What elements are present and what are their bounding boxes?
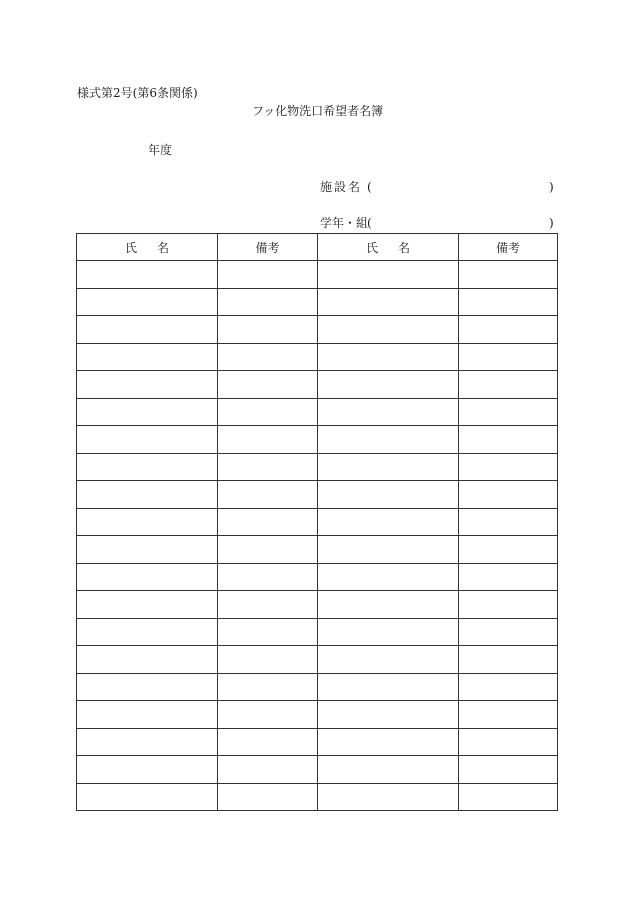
table-header-row xyxy=(77,234,558,261)
name-cell-left[interactable] xyxy=(77,618,218,646)
remarks-cell-right[interactable] xyxy=(459,756,558,784)
remarks-cell-right[interactable] xyxy=(459,618,558,646)
name-cell-right[interactable] xyxy=(318,701,459,729)
fiscal-year-label: 年度 xyxy=(148,143,173,157)
remarks-cell-right[interactable] xyxy=(459,453,558,481)
table-row xyxy=(77,398,558,426)
remarks-cell-left[interactable] xyxy=(218,756,318,784)
remarks-cell-right[interactable] xyxy=(459,728,558,756)
remarks-cell-right[interactable] xyxy=(459,426,558,454)
name-cell-left[interactable] xyxy=(77,508,218,536)
name-cell-right[interactable] xyxy=(318,508,459,536)
remarks-cell-right[interactable] xyxy=(459,563,558,591)
name-cell-right[interactable] xyxy=(318,728,459,756)
table-row xyxy=(77,646,558,674)
table-row xyxy=(77,261,558,289)
remarks-cell-left[interactable] xyxy=(218,371,318,399)
remarks-cell-left[interactable] xyxy=(218,343,318,371)
table-row xyxy=(77,673,558,701)
table-row xyxy=(77,481,558,509)
table-row xyxy=(77,536,558,564)
table-row xyxy=(77,728,558,756)
name-cell-right[interactable] xyxy=(318,453,459,481)
name-cell-right[interactable] xyxy=(318,426,459,454)
remarks-cell-left[interactable] xyxy=(218,481,318,509)
column-header-remarks-left: 備考 xyxy=(218,234,318,261)
table-row xyxy=(77,508,558,536)
name-cell-right[interactable] xyxy=(318,481,459,509)
table-row xyxy=(77,618,558,646)
remarks-cell-left[interactable] xyxy=(218,701,318,729)
remarks-cell-right[interactable] xyxy=(459,591,558,619)
name-cell-right[interactable] xyxy=(318,371,459,399)
table-row xyxy=(77,563,558,591)
name-cell-right[interactable] xyxy=(318,646,459,674)
name-cell-right[interactable] xyxy=(318,783,459,811)
remarks-cell-right[interactable] xyxy=(459,536,558,564)
remarks-cell-left[interactable] xyxy=(218,261,318,289)
remarks-cell-right[interactable] xyxy=(459,316,558,344)
remarks-cell-left[interactable] xyxy=(218,563,318,591)
roster-table xyxy=(76,233,558,811)
name-cell-left[interactable] xyxy=(77,756,218,784)
remarks-cell-left[interactable] xyxy=(218,508,318,536)
remarks-cell-left[interactable] xyxy=(218,728,318,756)
name-cell-left[interactable] xyxy=(77,288,218,316)
name-cell-left[interactable] xyxy=(77,646,218,674)
name-cell-left[interactable] xyxy=(77,453,218,481)
name-cell-left[interactable] xyxy=(77,481,218,509)
form-number: 様式第2号(第6条関係) xyxy=(77,86,198,100)
grade-class-open-paren: ( xyxy=(367,216,372,230)
remarks-cell-left[interactable] xyxy=(218,453,318,481)
name-cell-left[interactable] xyxy=(77,398,218,426)
facility-name-close-paren: ) xyxy=(549,180,554,194)
name-cell-right[interactable] xyxy=(318,261,459,289)
remarks-cell-left[interactable] xyxy=(218,536,318,564)
table-row xyxy=(77,288,558,316)
remarks-cell-left[interactable] xyxy=(218,783,318,811)
column-header-remarks-right: 備考 xyxy=(459,234,558,261)
column-header-name-left: 氏名 xyxy=(77,234,218,261)
table-row xyxy=(77,343,558,371)
name-cell-left[interactable] xyxy=(77,371,218,399)
remarks-cell-right[interactable] xyxy=(459,398,558,426)
name-cell-right[interactable] xyxy=(318,673,459,701)
remarks-cell-left[interactable] xyxy=(218,426,318,454)
remarks-cell-right[interactable] xyxy=(459,288,558,316)
column-header-name-right: 氏名 xyxy=(318,234,459,261)
name-cell-right[interactable] xyxy=(318,591,459,619)
remarks-cell-left[interactable] xyxy=(218,288,318,316)
remarks-cell-right[interactable] xyxy=(459,343,558,371)
remarks-cell-left[interactable] xyxy=(218,316,318,344)
roster-body xyxy=(77,261,558,811)
remarks-cell-right[interactable] xyxy=(459,783,558,811)
remarks-cell-left[interactable] xyxy=(218,398,318,426)
name-cell-left[interactable] xyxy=(77,426,218,454)
page-title: フッ化物洗口希望者名簿 xyxy=(252,104,384,118)
table-row xyxy=(77,316,558,344)
name-cell-left[interactable] xyxy=(77,701,218,729)
table-row xyxy=(77,756,558,784)
facility-name-label: 施設名 xyxy=(320,180,363,194)
name-cell-left[interactable] xyxy=(77,728,218,756)
name-cell-right[interactable] xyxy=(318,536,459,564)
name-cell-left[interactable] xyxy=(77,591,218,619)
name-cell-right[interactable] xyxy=(318,343,459,371)
name-cell-left[interactable] xyxy=(77,783,218,811)
grade-class-label: 学年・組 xyxy=(320,216,369,230)
name-cell-left[interactable] xyxy=(77,261,218,289)
name-cell-left[interactable] xyxy=(77,343,218,371)
table-row xyxy=(77,371,558,399)
name-cell-right[interactable] xyxy=(318,563,459,591)
table-row xyxy=(77,783,558,811)
remarks-cell-left[interactable] xyxy=(218,618,318,646)
table-row xyxy=(77,426,558,454)
table-row xyxy=(77,453,558,481)
remarks-cell-right[interactable] xyxy=(459,481,558,509)
table-row xyxy=(77,591,558,619)
remarks-cell-right[interactable] xyxy=(459,508,558,536)
name-cell-right[interactable] xyxy=(318,618,459,646)
remarks-cell-left[interactable] xyxy=(218,673,318,701)
name-cell-right[interactable] xyxy=(318,398,459,426)
name-cell-left[interactable] xyxy=(77,563,218,591)
remarks-cell-left[interactable] xyxy=(218,646,318,674)
name-cell-left[interactable] xyxy=(77,536,218,564)
grade-class-close-paren: ) xyxy=(549,216,554,230)
name-cell-left[interactable] xyxy=(77,316,218,344)
facility-name-open-paren: ( xyxy=(367,180,372,194)
remarks-cell-right[interactable] xyxy=(459,261,558,289)
remarks-cell-right[interactable] xyxy=(459,371,558,399)
name-cell-right[interactable] xyxy=(318,288,459,316)
remarks-cell-right[interactable] xyxy=(459,673,558,701)
name-cell-left[interactable] xyxy=(77,673,218,701)
remarks-cell-right[interactable] xyxy=(459,701,558,729)
remarks-cell-right[interactable] xyxy=(459,646,558,674)
name-cell-right[interactable] xyxy=(318,756,459,784)
name-cell-right[interactable] xyxy=(318,316,459,344)
remarks-cell-left[interactable] xyxy=(218,591,318,619)
table-row xyxy=(77,701,558,729)
